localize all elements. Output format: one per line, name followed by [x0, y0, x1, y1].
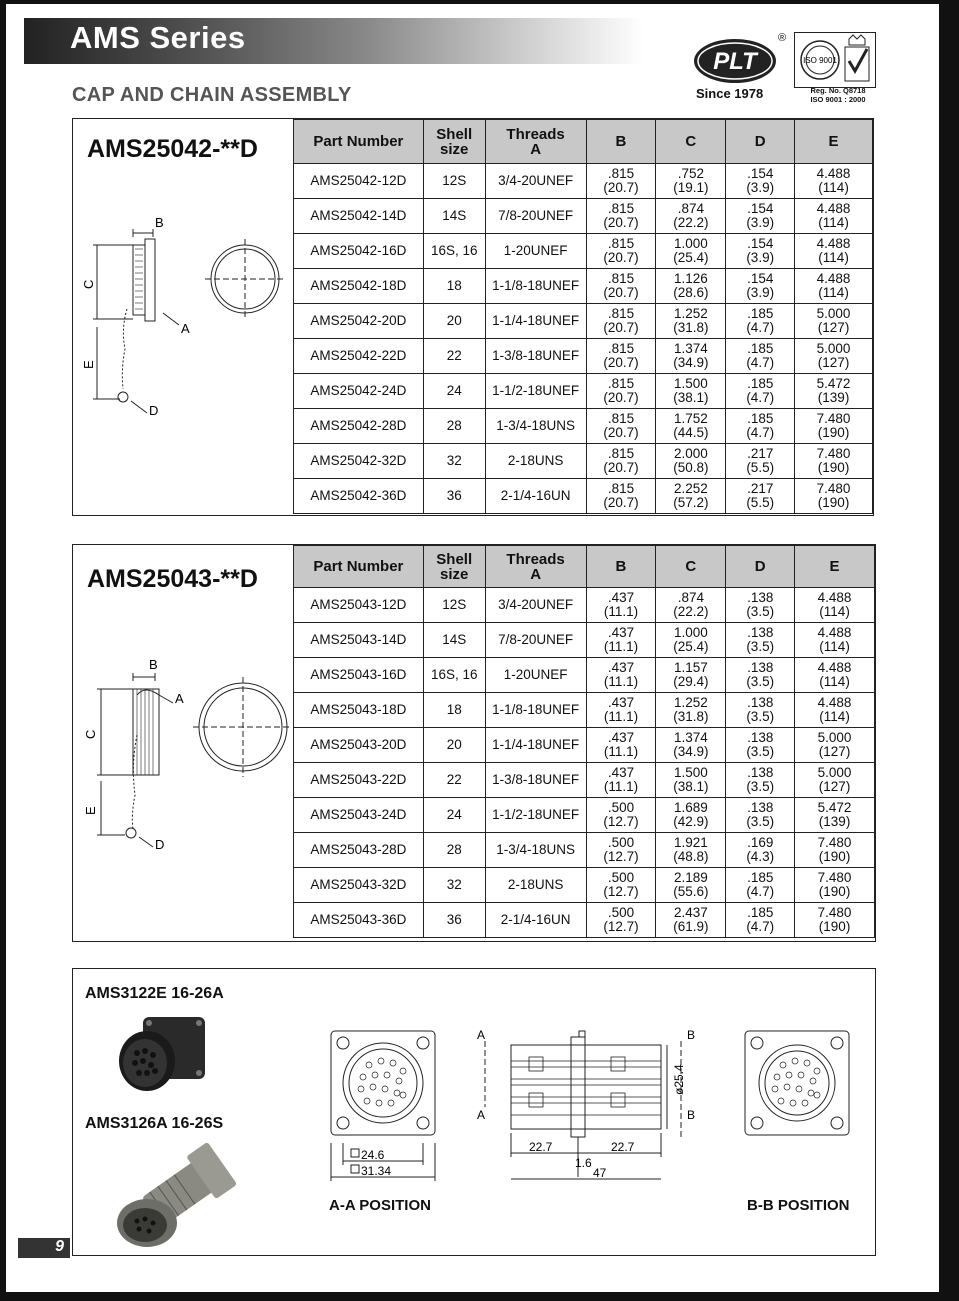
since-text: Since 1978: [696, 86, 764, 101]
ams25043-dimension-drawing: [75, 655, 293, 851]
iso-reg-number: Reg. No. Q8718: [810, 86, 866, 95]
cell-b: .815 (20.7): [586, 409, 656, 444]
cell-b: .437 (11.1): [586, 728, 656, 763]
ams25042-title: AMS25042-**D: [87, 135, 258, 163]
cell-part-number: AMS25043-20D: [294, 728, 424, 763]
aa-position-drawing: [325, 1025, 445, 1193]
cell-c: 1.374 (34.9): [656, 728, 726, 763]
page-number: 9: [18, 1238, 70, 1258]
cell-e: 4.488 (114): [795, 199, 873, 234]
cell-threads: 1-1/4-18UNEF: [485, 304, 586, 339]
cell-c: 1.000 (25.4): [656, 234, 726, 269]
cell-shell-size: 28: [423, 833, 485, 868]
cell-shell-size: 16S, 16: [423, 234, 485, 269]
cell-d: .138 (3.5): [726, 658, 795, 693]
cell-c: 1.921 (48.8): [656, 833, 726, 868]
cell-part-number: AMS25042-14D: [294, 199, 424, 234]
section-ams25042: [72, 118, 874, 516]
cell-part-number: AMS25043-12D: [294, 588, 424, 623]
cell-d: .185 (4.7): [726, 868, 795, 903]
diagram2-label-e: E: [83, 806, 98, 815]
cell-c: 1.752 (44.5): [656, 409, 726, 444]
ams25042-spec-table: [293, 119, 873, 514]
cell-shell-size: 18: [423, 269, 485, 304]
cell-e: 4.488 (114): [795, 588, 875, 623]
table-row: [294, 903, 875, 938]
cell-c: 1.374 (34.9): [656, 339, 726, 374]
cell-part-number: AMS25043-36D: [294, 903, 424, 938]
cell-shell-size: 12S: [423, 164, 485, 199]
cell-b: .815 (20.7): [586, 444, 656, 479]
cell-b: .500 (12.7): [586, 833, 656, 868]
table-row: [294, 623, 875, 658]
cell-part-number: AMS25043-32D: [294, 868, 424, 903]
cell-b: .815 (20.7): [586, 269, 656, 304]
col-c: C: [656, 120, 726, 164]
cell-b: .500 (12.7): [586, 798, 656, 833]
cell-e: 4.488 (114): [795, 234, 873, 269]
cell-threads: 1-3/4-18UNS: [485, 833, 586, 868]
cell-part-number: AMS25043-28D: [294, 833, 424, 868]
cell-part-number: AMS25043-22D: [294, 763, 424, 798]
table-row: [294, 588, 875, 623]
cell-e: 5.000 (127): [795, 304, 873, 339]
registered-mark: ®: [778, 32, 787, 44]
cell-b: .500 (12.7): [586, 903, 656, 938]
cell-shell-size: 12S: [423, 588, 485, 623]
ams3122e-connector-photo: [113, 1009, 213, 1099]
diagram2-label-a: A: [175, 691, 184, 706]
cell-d: .154 (3.9): [726, 234, 795, 269]
table-row: [294, 658, 875, 693]
cell-shell-size: 22: [423, 339, 485, 374]
cell-c: 1.157 (29.4): [656, 658, 726, 693]
catalog-page: [6, 4, 939, 1292]
cell-d: .185 (4.7): [726, 903, 795, 938]
cell-part-number: AMS25043-24D: [294, 798, 424, 833]
cell-shell-size: 32: [423, 868, 485, 903]
cell-threads: 1-3/4-18UNS: [485, 409, 586, 444]
cell-threads: 1-1/2-18UNEF: [485, 374, 586, 409]
cell-d: .217 (5.5): [726, 479, 795, 514]
cell-d: .154 (3.9): [726, 199, 795, 234]
cell-d: .138 (3.5): [726, 728, 795, 763]
cell-e: 7.480 (190): [795, 409, 873, 444]
cell-c: 1.500 (38.1): [656, 763, 726, 798]
section-title: CAP AND CHAIN ASSEMBLY: [72, 84, 352, 106]
cell-d: .185 (4.7): [726, 374, 795, 409]
table-header-row: [294, 120, 873, 164]
dim-phi-25-4: ø25.4: [672, 1064, 686, 1095]
cell-c: 1.252 (31.8): [656, 304, 726, 339]
cell-shell-size: 36: [423, 903, 485, 938]
cell-shell-size: 24: [423, 374, 485, 409]
cell-e: 4.488 (114): [795, 269, 873, 304]
table-row: [294, 374, 873, 409]
cell-part-number: AMS25042-36D: [294, 479, 424, 514]
cell-part-number: AMS25042-22D: [294, 339, 424, 374]
cell-shell-size: 36: [423, 479, 485, 514]
cell-shell-size: 20: [423, 304, 485, 339]
cell-b: .437 (11.1): [586, 693, 656, 728]
dim-22-7-left: 22.7: [529, 1140, 553, 1154]
cell-d: .138 (3.5): [726, 623, 795, 658]
diagram-label-b: B: [155, 215, 164, 230]
col-threads: Threads A: [485, 120, 586, 164]
section-connectors: [72, 968, 876, 1256]
cell-b: .815 (20.7): [586, 339, 656, 374]
cell-e: 4.488 (114): [795, 164, 873, 199]
cell-e: 5.472 (139): [795, 374, 873, 409]
bb-position-label: B-B POSITION: [747, 1197, 850, 1214]
cell-e: 7.480 (190): [795, 868, 875, 903]
col-e: E: [795, 546, 875, 588]
table-row: [294, 409, 873, 444]
bb-position-drawing: [739, 1025, 853, 1141]
diagram-label-a: A: [181, 321, 190, 336]
cell-shell-size: 24: [423, 798, 485, 833]
table-row: [294, 164, 873, 199]
cell-d: .169 (4.3): [726, 833, 795, 868]
cell-c: .874 (22.2): [656, 588, 726, 623]
table-row: [294, 269, 873, 304]
col-shell-size: Shell size: [423, 546, 485, 588]
dim-1-6: 1.6: [575, 1156, 592, 1170]
table-row: [294, 833, 875, 868]
cell-b: .815 (20.7): [586, 304, 656, 339]
cell-threads: 1-1/8-18UNEF: [485, 269, 586, 304]
side-label-b-bottom: B: [687, 1108, 696, 1122]
cell-b: .437 (11.1): [586, 588, 656, 623]
dim-47: 47: [593, 1166, 607, 1180]
cell-part-number: AMS25042-32D: [294, 444, 424, 479]
table-row: [294, 479, 873, 514]
dim-22-7-right: 22.7: [611, 1140, 635, 1154]
col-b: B: [586, 120, 656, 164]
iso-certification-seal: [794, 32, 876, 88]
cell-c: 2.252 (57.2): [656, 479, 726, 514]
header-bar: [24, 18, 644, 64]
dim-31-34: 31.34: [361, 1164, 392, 1178]
aa-position-label: A-A POSITION: [329, 1197, 431, 1214]
cell-shell-size: 22: [423, 763, 485, 798]
table-row: [294, 798, 875, 833]
diagram-label-e: E: [81, 360, 96, 369]
cell-c: 2.189 (55.6): [656, 868, 726, 903]
side-label-a-bottom: A: [477, 1108, 486, 1122]
cell-threads: 7/8-20UNEF: [485, 199, 586, 234]
cell-shell-size: 16S, 16: [423, 658, 485, 693]
cell-e: 4.488 (114): [795, 693, 875, 728]
cell-c: 2.437 (61.9): [656, 903, 726, 938]
table-row: [294, 339, 873, 374]
cell-c: 1.126 (28.6): [656, 269, 726, 304]
cell-b: .815 (20.7): [586, 479, 656, 514]
cell-shell-size: 18: [423, 693, 485, 728]
cell-shell-size: 28: [423, 409, 485, 444]
cell-part-number: AMS25042-12D: [294, 164, 424, 199]
connector-side-drawing: [471, 1027, 711, 1187]
cell-part-number: AMS25042-20D: [294, 304, 424, 339]
diagram2-label-b: B: [149, 657, 158, 672]
cell-b: .815 (20.7): [586, 199, 656, 234]
cell-d: .138 (3.5): [726, 693, 795, 728]
cell-d: .185 (4.7): [726, 339, 795, 374]
cell-b: .437 (11.1): [586, 623, 656, 658]
ams25043-title: AMS25043-**D: [87, 565, 258, 593]
table-row: [294, 199, 873, 234]
iso-mark-text: ISO 9001: [803, 56, 837, 65]
series-title: AMS Series: [70, 20, 246, 55]
logo-text: PLT: [713, 48, 757, 75]
cell-e: 5.000 (127): [795, 763, 875, 798]
cell-e: 7.480 (190): [795, 444, 873, 479]
plt-logo: [692, 36, 778, 86]
cell-c: 1.000 (25.4): [656, 623, 726, 658]
diagram2-label-c: C: [83, 729, 98, 739]
table-row: [294, 304, 873, 339]
cell-d: .138 (3.5): [726, 798, 795, 833]
cell-threads: 3/4-20UNEF: [485, 588, 586, 623]
cell-c: .752 (19.1): [656, 164, 726, 199]
cell-threads: 2-18UNS: [485, 444, 586, 479]
cell-threads: 1-20UNEF: [485, 234, 586, 269]
cell-e: 7.480 (190): [795, 833, 875, 868]
col-d: D: [726, 546, 795, 588]
cell-b: .815 (20.7): [586, 374, 656, 409]
cell-d: .185 (4.7): [726, 304, 795, 339]
iso-standard: ISO 9001 : 2000: [810, 95, 866, 104]
cell-shell-size: 14S: [423, 199, 485, 234]
cell-e: 5.000 (127): [795, 339, 873, 374]
ams3126a-connector-photo: [107, 1141, 247, 1251]
cell-d: .217 (5.5): [726, 444, 795, 479]
table-row: [294, 728, 875, 763]
ams25042-dimension-drawing: [75, 209, 293, 419]
section-ams25043: [72, 544, 876, 942]
col-e: E: [795, 120, 873, 164]
table-header-row: [294, 546, 875, 588]
cell-c: 2.000 (50.8): [656, 444, 726, 479]
cell-e: 5.000 (127): [795, 728, 875, 763]
cell-shell-size: 14S: [423, 623, 485, 658]
table-row: [294, 444, 873, 479]
cell-threads: 1-1/2-18UNEF: [485, 798, 586, 833]
diagram-label-c: C: [81, 279, 96, 289]
cell-d: .185 (4.7): [726, 409, 795, 444]
side-label-a-top: A: [477, 1028, 486, 1042]
cell-threads: 1-20UNEF: [485, 658, 586, 693]
cell-b: .815 (20.7): [586, 234, 656, 269]
cell-d: .154 (3.9): [726, 164, 795, 199]
cell-threads: 1-3/8-18UNEF: [485, 339, 586, 374]
cell-e: 7.480 (190): [795, 903, 875, 938]
col-shell-size: Shell size: [423, 120, 485, 164]
cell-threads: 2-1/4-16UN: [485, 479, 586, 514]
cell-part-number: AMS25043-16D: [294, 658, 424, 693]
cell-d: .138 (3.5): [726, 763, 795, 798]
cell-e: 4.488 (114): [795, 623, 875, 658]
cell-c: .874 (22.2): [656, 199, 726, 234]
cell-part-number: AMS25042-28D: [294, 409, 424, 444]
cell-c: 1.500 (38.1): [656, 374, 726, 409]
diagram2-label-d: D: [155, 837, 165, 851]
col-b: B: [586, 546, 656, 588]
cell-d: .138 (3.5): [726, 588, 795, 623]
col-part-number: Part Number: [294, 546, 424, 588]
cell-threads: 3/4-20UNEF: [485, 164, 586, 199]
cell-e: 4.488 (114): [795, 658, 875, 693]
cell-d: .154 (3.9): [726, 269, 795, 304]
table-row: [294, 234, 873, 269]
cell-threads: 1-3/8-18UNEF: [485, 763, 586, 798]
cell-part-number: AMS25042-18D: [294, 269, 424, 304]
cell-threads: 2-1/4-16UN: [485, 903, 586, 938]
cell-b: .815 (20.7): [586, 164, 656, 199]
ams25043-spec-table: [293, 545, 875, 938]
cell-part-number: AMS25043-18D: [294, 693, 424, 728]
col-part-number: Part Number: [294, 120, 424, 164]
col-threads: Threads A: [485, 546, 586, 588]
cell-threads: 1-1/8-18UNEF: [485, 693, 586, 728]
product-ams3126a: AMS3126A 16-26S: [85, 1115, 224, 1132]
iso-registration: [796, 86, 880, 104]
cell-c: 1.252 (31.8): [656, 693, 726, 728]
cell-part-number: AMS25042-16D: [294, 234, 424, 269]
cell-b: .437 (11.1): [586, 763, 656, 798]
cell-shell-size: 32: [423, 444, 485, 479]
cell-b: .437 (11.1): [586, 658, 656, 693]
product-ams3122e: AMS3122E 16-26A: [85, 985, 224, 1002]
diagram-label-d: D: [149, 403, 159, 418]
cell-threads: 1-1/4-18UNEF: [485, 728, 586, 763]
col-c: C: [656, 546, 726, 588]
table-row: [294, 868, 875, 903]
cell-threads: 2-18UNS: [485, 868, 586, 903]
cell-e: 7.480 (190): [795, 479, 873, 514]
table-row: [294, 693, 875, 728]
cell-part-number: AMS25042-24D: [294, 374, 424, 409]
cell-threads: 7/8-20UNEF: [485, 623, 586, 658]
side-label-b-top: B: [687, 1028, 696, 1042]
cell-c: 1.689 (42.9): [656, 798, 726, 833]
table-row: [294, 763, 875, 798]
cell-part-number: AMS25043-14D: [294, 623, 424, 658]
col-d: D: [726, 120, 795, 164]
cell-shell-size: 20: [423, 728, 485, 763]
dim-24-6: 24.6: [361, 1148, 385, 1162]
cell-e: 5.472 (139): [795, 798, 875, 833]
cell-b: .500 (12.7): [586, 868, 656, 903]
